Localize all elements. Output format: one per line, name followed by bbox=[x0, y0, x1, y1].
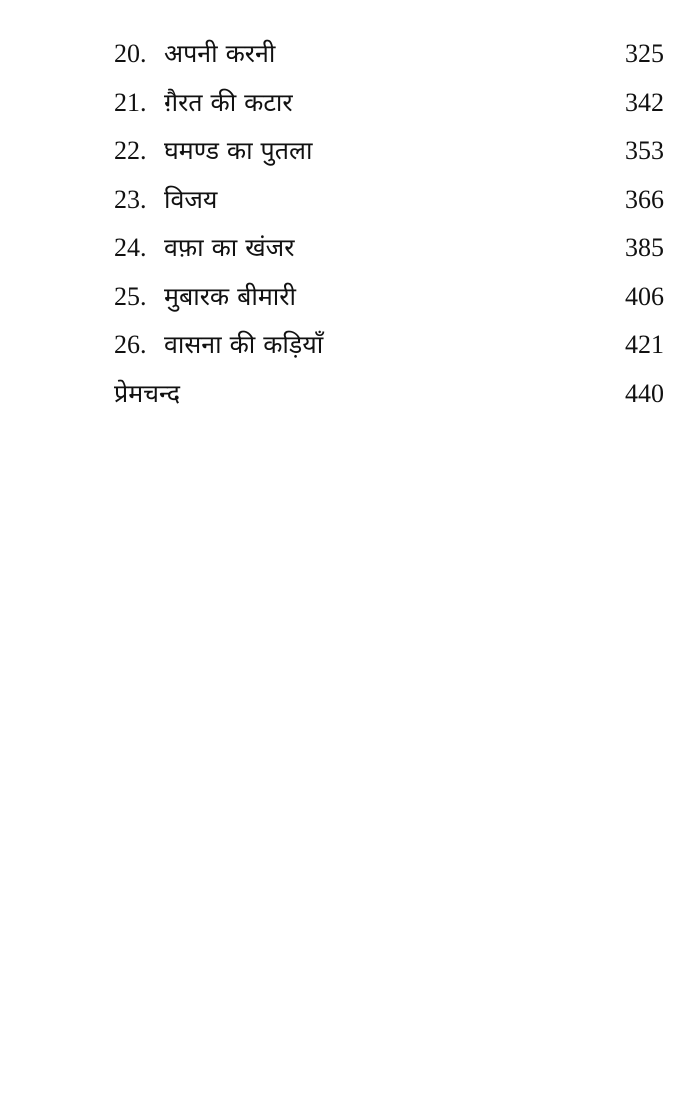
toc-entry-number: 24. bbox=[114, 233, 147, 262]
toc-entry-20 bbox=[114, 30, 664, 79]
toc-entry-title: प्रेमचन्द bbox=[114, 378, 181, 408]
toc-entry-number: 21. bbox=[114, 87, 147, 117]
toc-entry-page: 440 bbox=[625, 378, 664, 408]
toc-entry-page: 353 bbox=[625, 136, 664, 165]
toc-entry-21 bbox=[114, 79, 664, 128]
toc-entry-title: मुबारक बीमारी bbox=[164, 281, 296, 311]
toc-entry-title: वफ़ा का खंजर bbox=[164, 233, 295, 262]
toc-entry-number: 25. bbox=[114, 281, 147, 311]
toc-entry-title: ग़ैरत की कटार bbox=[164, 87, 293, 117]
toc-entry-number: 23. bbox=[114, 184, 147, 214]
toc-entry-number: 26. bbox=[114, 330, 147, 359]
toc-entry-title: वासना की कड़ियाँ bbox=[164, 330, 324, 359]
toc-entry-22 bbox=[114, 127, 664, 176]
toc-entry-page: 325 bbox=[625, 39, 664, 68]
toc-entry-title: घमण्ड का पुतला bbox=[164, 136, 313, 165]
table-of-contents bbox=[114, 30, 664, 418]
toc-entry-page: 385 bbox=[625, 233, 664, 262]
toc-entry-page: 421 bbox=[625, 330, 664, 359]
toc-entry-premchand bbox=[114, 370, 664, 419]
toc-entry-page: 366 bbox=[625, 184, 664, 214]
toc-entry-title: विजय bbox=[164, 184, 218, 214]
toc-entry-24 bbox=[114, 224, 664, 273]
toc-entry-number: 22. bbox=[114, 136, 147, 165]
toc-entry-25 bbox=[114, 273, 664, 322]
toc-entry-number: 20. bbox=[114, 39, 147, 68]
toc-entry-page: 342 bbox=[625, 87, 664, 117]
toc-entry-26 bbox=[114, 321, 664, 370]
toc-entry-page: 406 bbox=[625, 281, 664, 311]
toc-entry-title: अपनी करनी bbox=[164, 39, 276, 68]
toc-entry-23 bbox=[114, 176, 664, 225]
